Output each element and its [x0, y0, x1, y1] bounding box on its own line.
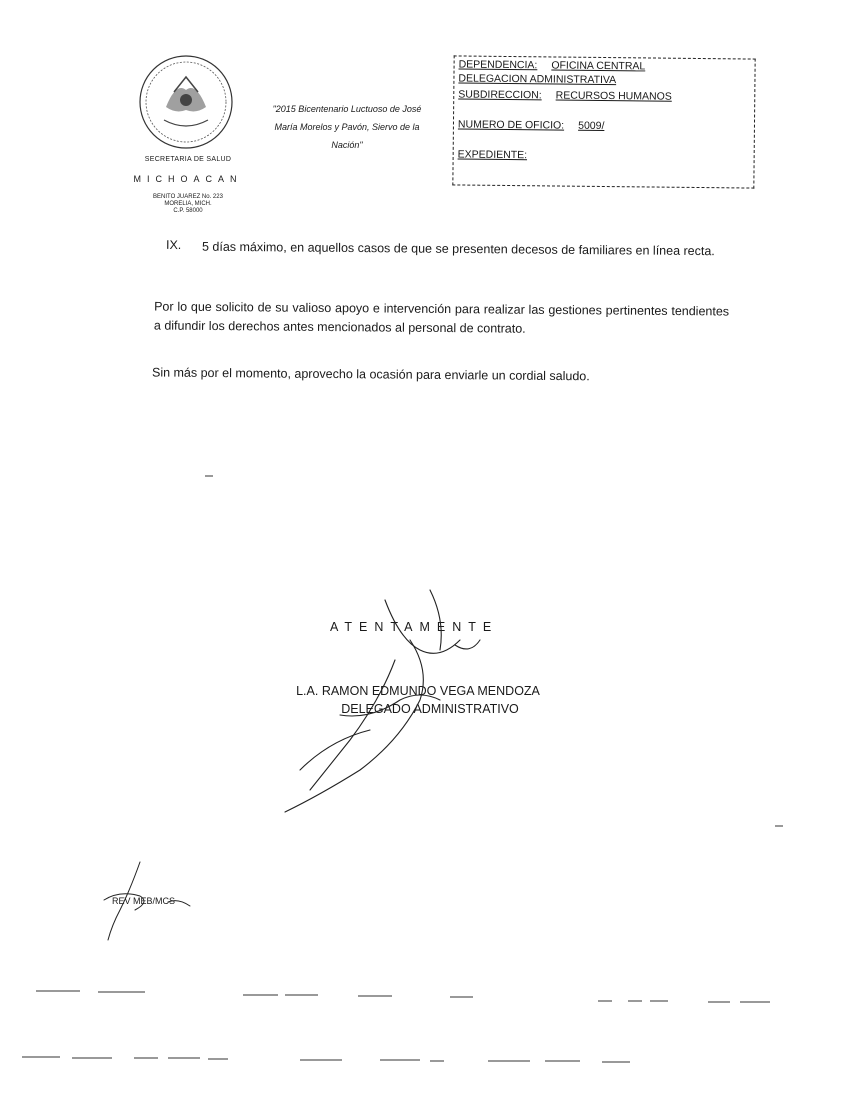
typist-initials: REV MEB/MCS [112, 896, 176, 906]
info-label: DEPENDENCIA: [458, 58, 538, 72]
info-label: SUBDIRECCION: [458, 88, 542, 102]
info-label: EXPEDIENTE: [457, 148, 528, 162]
signer-title: DELEGADO ADMINISTRATIVO [341, 702, 519, 716]
closing-paragraph: Sin más por el momento, aprovecho la ocasión para enviarle un cordial saludo. [151, 365, 590, 384]
info-label: DELEGACION ADMINISTRATIVA [458, 72, 617, 87]
info-value: RECURSOS HUMANOS [555, 89, 672, 103]
address-line: C.P. 58000 [173, 208, 203, 214]
info-value: OFICINA CENTRAL [551, 59, 646, 73]
info-label: NUMERO DE OFICIO: [457, 118, 565, 132]
salutation: ATENTAMENTE [330, 620, 499, 634]
address-line: BENITO JUAREZ No. 223 [153, 194, 223, 200]
department-name: SECRETARIA DE SALUD [144, 156, 232, 163]
info-value: 5009/ [578, 119, 605, 133]
state-name: MICHOACAN [133, 174, 243, 184]
signer-name: L.A. RAMON EDMUNDO VEGA MENDOZA [296, 684, 540, 698]
list-item-text: 5 días máximo, en aquellos casos de que se presenten decesos de familiares en línea recta. [201, 239, 715, 259]
list-item-number: IX. [165, 237, 182, 253]
body-paragraph: Por lo que solicito de su valioso apoyo e intervención para realizar las gestiones pertinentes tendientes a difundir los derechos antes mencionados al personal de contrato. [153, 299, 730, 336]
official-motto: "2015 Bicentenario Luctuoso de José María Morelos y Pavón, Siervo de la Nación" [272, 104, 422, 150]
address-line: MORELIA, MICH. [164, 201, 212, 207]
